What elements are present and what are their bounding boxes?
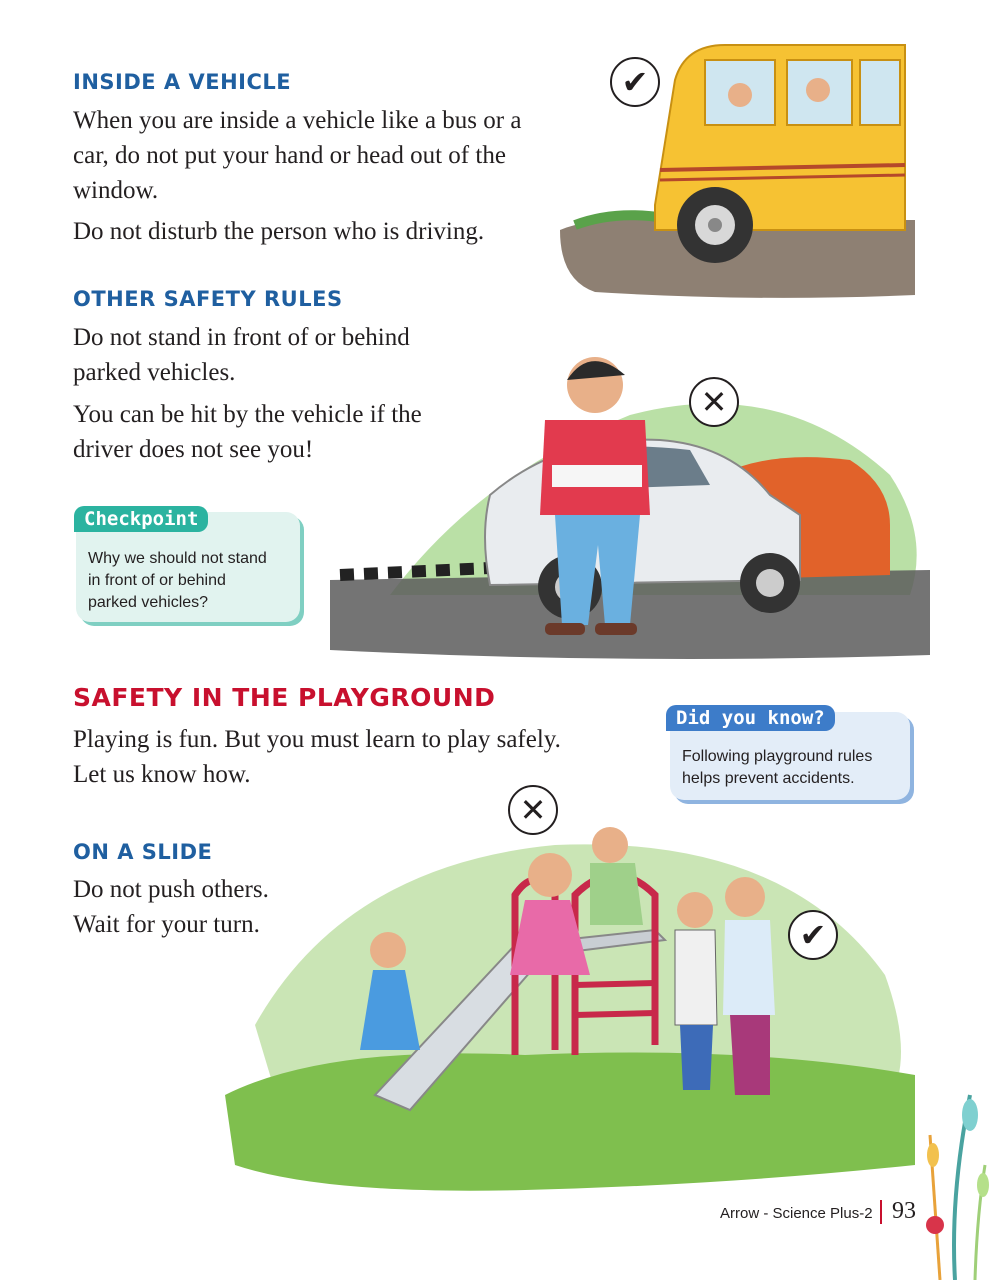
- vehicle-line-2: car, do not put your hand or head out of the: [73, 142, 506, 169]
- other-line-1: Do not stand in front of or behind: [73, 324, 410, 351]
- heading-on-a-slide: ON A SLIDE: [73, 840, 213, 864]
- parked-cars-illustration: [330, 355, 930, 660]
- checkpoint-line-2: in front of or behind: [88, 572, 226, 589]
- checkpoint-tag: Checkpoint: [74, 506, 208, 532]
- playground-line-1: Playing is fun. But you must learn to play safely.: [73, 726, 561, 753]
- vehicle-paragraph-2: Do not disturb the person who is driving.: [73, 218, 485, 245]
- cross-mark-slide: ✕: [508, 785, 558, 835]
- vehicle-paragraph: [73, 103, 553, 208]
- did-you-know-line-1: Following playground rules: [682, 748, 873, 765]
- heading-safety-playground: SAFETY IN THE PLAYGROUND: [73, 683, 496, 712]
- playground-paragraph: [73, 722, 613, 792]
- heading-inside-vehicle: INSIDE A VEHICLE: [73, 70, 292, 94]
- footer-divider: [880, 1200, 882, 1224]
- playground-line-2: Let us know how.: [73, 761, 251, 788]
- other-line-3: You can be hit by the vehicle if the: [73, 401, 422, 428]
- slide-line-1: Do not push others.: [73, 876, 269, 903]
- cross-mark-cars: ✕: [689, 377, 739, 427]
- decorative-plant-icon: [915, 1075, 989, 1280]
- footer-book-title: Arrow - Science Plus-2: [720, 1205, 873, 1222]
- checkpoint-line-1: Why we should not stand: [88, 550, 267, 567]
- did-you-know-tag: Did you know?: [666, 705, 835, 731]
- vehicle-line-3: window.: [73, 177, 159, 204]
- checkpoint-line-3: parked vehicles?: [88, 594, 209, 611]
- page-number: 93: [892, 1198, 916, 1224]
- slide-line-2: Wait for your turn.: [73, 911, 260, 938]
- other-line-2: parked vehicles.: [73, 359, 236, 386]
- playground-slide-illustration: [225, 825, 925, 1205]
- heading-other-safety-rules: OTHER SAFETY RULES: [73, 287, 343, 311]
- other-line-4: driver does not see you!: [73, 436, 314, 463]
- did-you-know-line-2: helps prevent accidents.: [682, 770, 855, 787]
- vehicle-line-1: When you are inside a vehicle like a bus or a: [73, 107, 522, 134]
- check-mark-slide: ✔: [788, 910, 838, 960]
- check-mark-van: ✔: [610, 57, 660, 107]
- van-illustration: [555, 40, 915, 302]
